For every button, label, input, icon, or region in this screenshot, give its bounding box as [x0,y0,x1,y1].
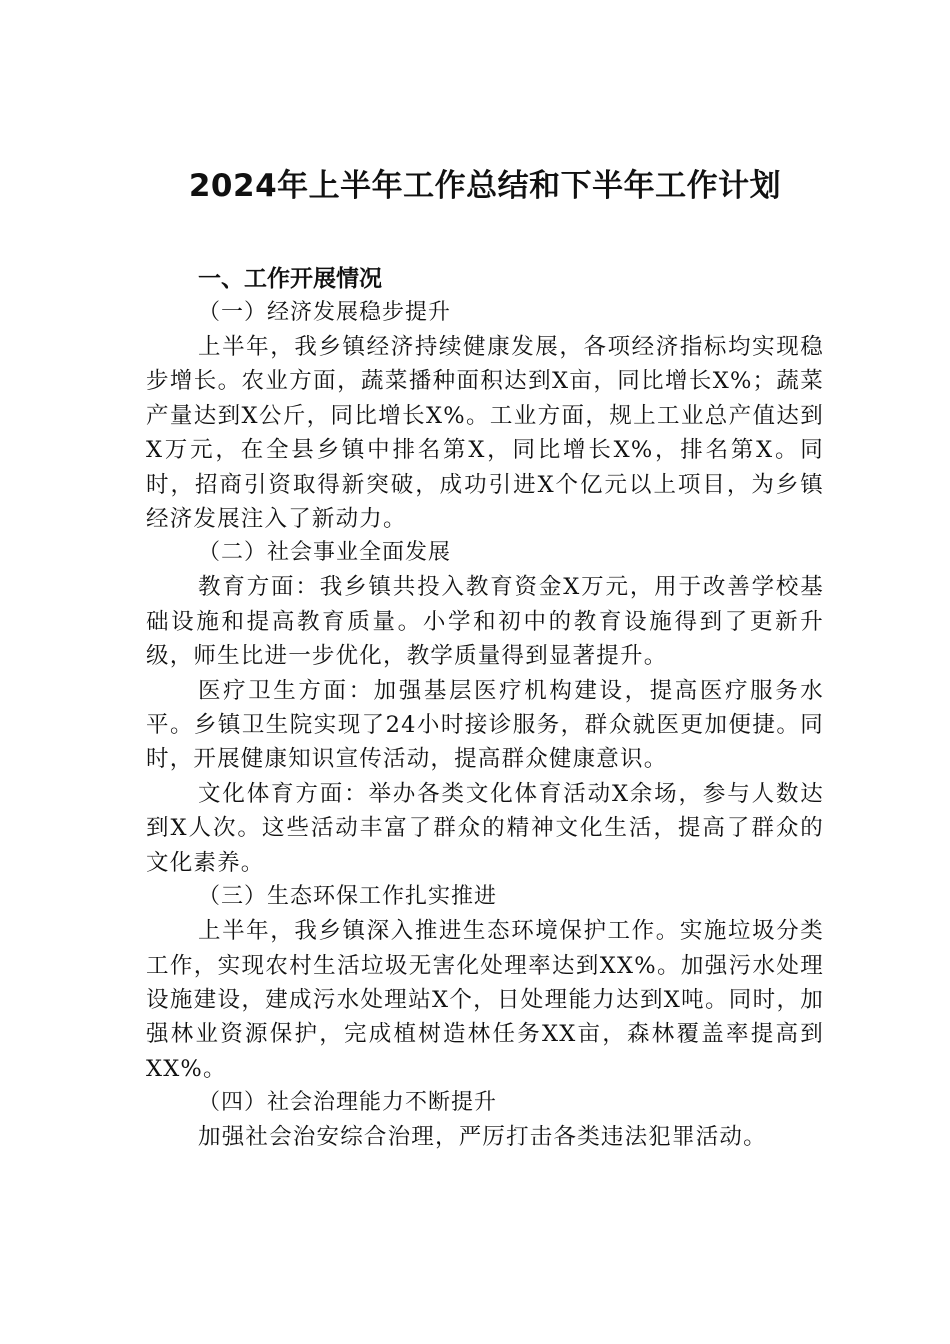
paragraph-social-governance: 加强社会治安综合治理，严厉打击各类违法犯罪活动。 [198,1124,767,1151]
subsection-heading-social-affairs: （二）社会事业全面发展 [198,540,452,566]
section-heading-work-progress: 一、工作开展情况 [198,266,382,292]
paragraph-education: 教育方面：我乡镇共投入教育资金X万元，用于改善学校基础设施和提高教育质量。小学和初中的教育设施得到了更新升级，师生比进一步优化，教学质量得到显著提升。 [146,574,824,670]
paragraph-ecology: 上半年，我乡镇深入推进生态环境保护工作。实施垃圾分类工作，实现农村生活垃圾无害化处理率达到XX%。加强污水处理设施建设，建成污水处理站X个，日处理能力达到X吨。同时，加强林业资源保护，完成植树造林任务XX亩，森林覆盖率提高到XX%。 [146,918,824,1082]
paragraph-economy: 上半年，我乡镇经济持续健康发展，各项经济指标均实现稳步增长。农业方面，蔬菜播种面积达到X亩，同比增长X%；蔬菜产量达到X公斤，同比增长X%。工业方面，规上工业总产值达到X万元，在全县乡镇中排名第X，同比增长X%，排名第X。同时，招商引资取得新突破，成功引进X个亿元以上项目，为乡镇经济发展注入了新动力。 [146,334,824,533]
subsection-heading-economy: （一）经济发展稳步提升 [198,300,452,325]
paragraph-culture-sports: 文化体育方面：举办各类文化体育活动X余场，参与人数达到X人次。这些活动丰富了群众的精神文化生活，提高了群众的文化素养。 [146,780,824,876]
subsection-heading-ecology: （三）生态环保工作扎实推进 [198,884,498,910]
document-title: 2024年上半年工作总结和下半年工作计划 [188,168,782,204]
subsection-heading-social-governance: （四）社会治理能力不断提升 [198,1090,498,1116]
document-page [146,160,824,1155]
paragraph-healthcare: 医疗卫生方面：加强基层医疗机构建设，提高医疗服务水平。乡镇卫生院实现了24小时接诊服务，群众就医更加便捷。同时，开展健康知识宣传活动，提高群众健康意识。 [146,677,824,773]
